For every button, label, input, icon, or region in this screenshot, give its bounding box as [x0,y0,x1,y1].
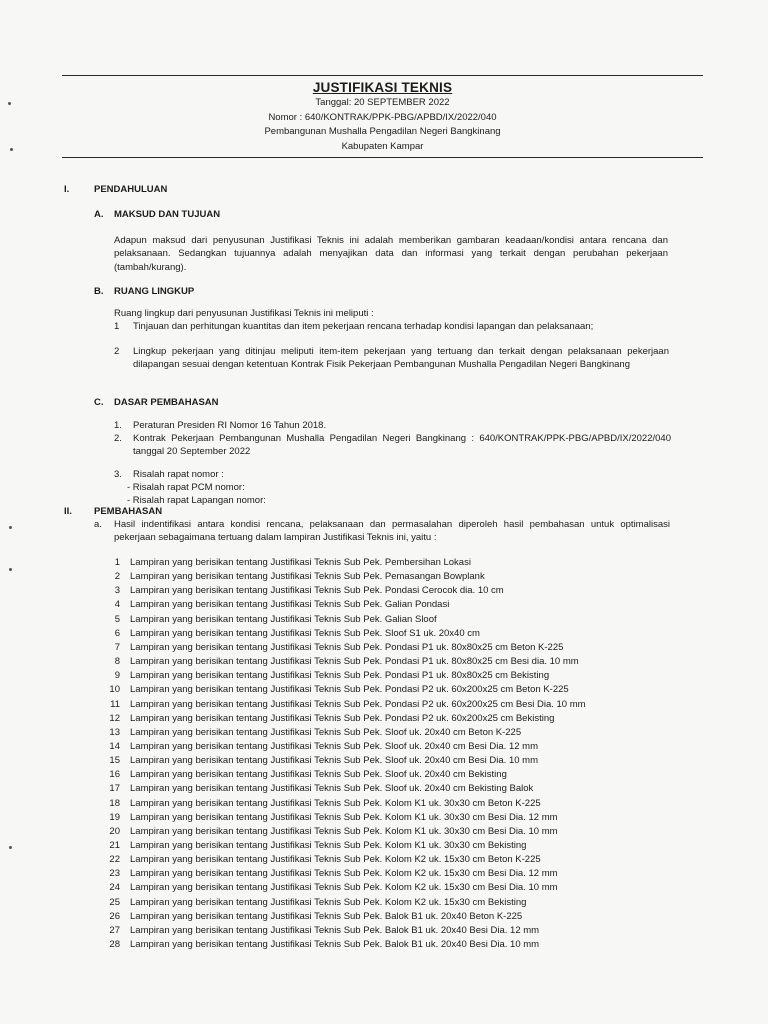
basis-item-number: 3. [114,469,122,480]
document-title: JUSTIFIKASI TEKNIS [312,80,453,95]
attachment-item-number: 11 [110,698,120,710]
attachment-item-text: Lampiran yang berisikan tentang Justifikasi Teknis Sub Pek. Balok B1 uk. 20x40 Besi Dia. 10 mm [130,939,540,951]
attachment-item-number: 7 [114,641,120,653]
attachment-item-number: 9 [114,670,120,682]
attachment-item-number: 28 [109,939,120,951]
attachment-item-text: Lampiran yang berisikan tentang Justifikasi Teknis Sub Pek. Sloof S1 uk. 20x40 cm [130,627,480,639]
attachment-item-text: Lampiran yang berisikan tentang Justifikasi Teknis Sub Pek. Pondasi P2 uk. 60x200x25 cm Besi Dia. 10 mm [130,698,586,710]
section-2-title: PEMBAHASAN [94,506,163,517]
attachment-item-number: 26 [109,910,120,922]
attachment-item-number: 19 [109,811,120,823]
header-top-rule [62,75,703,76]
attachment-item-number: 3 [114,585,120,597]
attachment-item-text: Lampiran yang berisikan tentang Justifikasi Teknis Sub Pek. Pemasangan Bowplank [130,571,485,583]
section-2-number: II. [64,506,72,517]
scan-speck [9,846,12,849]
project-name: Pembangunan Mushalla Pengadilan Negeri Bangkinang [264,126,501,137]
attachment-item-text: Lampiran yang berisikan tentang Justifikasi Teknis Sub Pek. Sloof uk. 20x40 cm Bekisting [130,769,507,781]
basis-item-number: 2. [114,433,122,444]
attachment-item-text: Lampiran yang berisikan tentang Justifikasi Teknis Sub Pek. Sloof uk. 20x40 cm Beton K-225 [130,726,522,738]
attachment-item-text: Lampiran yang berisikan tentang Justifikasi Teknis Sub Pek. Sloof uk. 20x40 cm Bekisting Balok [130,783,534,795]
attachment-item-number: 24 [109,882,120,894]
attachment-item-number: 23 [109,868,120,880]
scan-speck [9,568,12,571]
document-number: Nomor : 640/KONTRAK/PPK-PBG/APBD/IX/2022/040 [268,111,497,123]
attachment-item-text: Lampiran yang berisikan tentang Justifikasi Teknis Sub Pek. Kolom K2 uk. 15x30 cm Bekisting [130,896,527,908]
subsection-a-title: MAKSUD DAN TUJUAN [114,209,221,220]
subsection-a-letter: A. [94,209,104,220]
attachment-item-text: Lampiran yang berisikan tentang Justifikasi Teknis Sub Pek. Pondasi P2 uk. 60x200x25 cm Beton K-225 [130,684,569,696]
subsection-b-title: RUANG LINGKUP [114,286,195,297]
scan-speck [10,148,13,151]
section-2-a-letter: a. [94,519,102,530]
attachment-item-text: Lampiran yang berisikan tentang Justifikasi Teknis Sub Pek. Balok B1 uk. 20x40 Besi Dia. 12 mm [130,924,540,936]
minutes-pcm: - Risalah rapat PCM nomor: [127,482,245,493]
attachment-item-number: 4 [114,599,120,611]
attachment-item-text: Lampiran yang berisikan tentang Justifikasi Teknis Sub Pek. Pembersihan Lokasi [130,557,471,568]
subsection-a-paragraph: Adapun maksud dari penyusunan Justifikasi Teknis ini adalah memberikan gambaran keadaan/kondisi antara rencana dan pelaksanaan. Sedangkan tujuannya adalah menyajikan data dan informasi yang terkait dengan perubahan pekerjaan (tambah/kurang). [114,235,668,273]
attachment-item-number: 10 [109,684,120,696]
attachment-item-text: Lampiran yang berisikan tentang Justifikasi Teknis Sub Pek. Sloof uk. 20x40 cm Besi Dia. 12 mm [130,740,538,752]
subsection-b-intro: Ruang lingkup dari penyusunan Justifikasi Teknis ini meliputi : [114,308,374,319]
attachment-item-text: Lampiran yang berisikan tentang Justifikasi Teknis Sub Pek. Kolom K1 uk. 30x30 cm Besi Dia. 10 mm [130,825,558,837]
attachment-item-number: 18 [109,797,120,809]
attachment-item-number: 25 [109,896,120,908]
basis-item-text: Peraturan Presiden RI Nomor 16 Tahun 2018. [133,420,327,431]
attachment-item-text: Lampiran yang berisikan tentang Justifikasi Teknis Sub Pek. Balok B1 uk. 20x40 Beton K-225 [130,910,523,922]
attachment-item-text: Lampiran yang berisikan tentang Justifikasi Teknis Sub Pek. Kolom K2 uk. 15x30 cm Besi Dia. 12 mm [130,868,558,880]
document-header [62,80,703,154]
attachment-item-number: 15 [109,755,120,767]
subsection-c-letter: C. [94,397,104,408]
attachment-item-number: 27 [109,924,120,936]
attachment-item-number: 13 [109,726,120,738]
attachment-item-text: Lampiran yang berisikan tentang Justifikasi Teknis Sub Pek. Pondasi Cerocok dia. 10 cm [130,585,504,597]
project-location: Kabupaten Kampar [341,140,424,152]
attachment-item-number: 8 [114,656,120,668]
attachment-item-number: 2 [114,571,120,583]
scope-item-text: Tinjauan dan perhitungan kuantitas dan item pekerjaan rencana terhadap kondisi lapangan dan pelaksanaan; [133,321,594,332]
subsection-b-letter: B. [94,286,104,297]
attachment-item-number: 17 [109,783,120,795]
attachment-item-text: Lampiran yang berisikan tentang Justifikasi Teknis Sub Pek. Galian Pondasi [130,599,450,611]
attachment-item-number: 14 [109,740,120,752]
scope-item-number: 1 [114,321,120,332]
attachment-item-text: Lampiran yang berisikan tentang Justifikasi Teknis Sub Pek. Kolom K1 uk. 30x30 cm Beton K-225 [130,797,541,809]
attachment-item-text: Lampiran yang berisikan tentang Justifikasi Teknis Sub Pek. Kolom K1 uk. 30x30 cm Besi Dia. 12 mm [130,811,558,823]
attachment-item-text: Lampiran yang berisikan tentang Justifikasi Teknis Sub Pek. Pondasi P1 uk. 80x80x25 cm Besi dia. 10 mm [130,656,579,668]
attachment-item-number: 22 [109,854,120,866]
attachment-item-text: Lampiran yang berisikan tentang Justifikasi Teknis Sub Pek. Sloof uk. 20x40 cm Besi Dia. 10 mm [130,755,538,767]
section-2-a-paragraph: Hasil indentifikasi antara kondisi rencana, pelaksanaan dan permasalahan diperoleh hasil pembahasan untuk optimalisasi pekerjaan sebagaimana tertuang dalam lampiran Justifikasi Teknis ini, yaitu : [114,519,670,544]
section-1-number: I. [64,184,70,195]
scope-item-text: Lingkup pekerjaan yang ditinjau meliputi item-item pekerjaan yang tertuang dan terkait dengan pelaksanaan pekerjaan dilapangan sesuai dengan ketentuan Kontrak Fisik Pekerjaan Pembangunan Mushalla Pengadilan Negeri Bangkinang [133,346,669,371]
attachment-item-number: 20 [109,825,120,837]
scope-item-number: 2 [114,346,120,357]
scan-speck [9,526,12,529]
subsection-c-title: DASAR PEMBAHASAN [114,397,219,408]
attachment-item-number: 12 [109,712,120,724]
basis-item-text: Risalah rapat nomor : [133,469,224,480]
attachment-item-text: Lampiran yang berisikan tentang Justifikasi Teknis Sub Pek. Kolom K1 uk. 30x30 cm Bekisting [130,840,527,851]
header-bottom-rule [62,157,703,158]
attachment-item-text: Lampiran yang berisikan tentang Justifikasi Teknis Sub Pek. Pondasi P1 uk. 80x80x25 cm Beton K-225 [130,641,564,653]
attachment-item-number: 5 [114,613,120,625]
attachment-item-number: 6 [114,627,120,639]
attachment-item-number: 1 [114,557,120,568]
attachment-item-text: Lampiran yang berisikan tentang Justifikasi Teknis Sub Pek. Pondasi P1 uk. 80x80x25 cm Bekisting [130,670,550,682]
basis-item-text: Kontrak Pekerjaan Pembangunan Mushalla Pengadilan Negeri Bangkinang : 640/KONTRAK/PPK-PBG/APBD/IX/2022/040 tanggal 20 September 2022 [133,433,671,458]
attachment-item-text: Lampiran yang berisikan tentang Justifikasi Teknis Sub Pek. Kolom K2 uk. 15x30 cm Beton K-225 [130,854,541,866]
scan-speck [8,102,11,105]
attachment-item-number: 16 [109,769,120,781]
basis-item-number: 1. [114,420,122,431]
attachment-item-text: Lampiran yang berisikan tentang Justifikasi Teknis Sub Pek. Pondasi P2 uk. 60x200x25 cm Bekisting [130,712,555,724]
attachment-item-text: Lampiran yang berisikan tentang Justifikasi Teknis Sub Pek. Galian Sloof [130,613,437,625]
attachment-item-text: Lampiran yang berisikan tentang Justifikasi Teknis Sub Pek. Kolom K2 uk. 15x30 cm Besi Dia. 10 mm [130,882,558,894]
document-date: Tanggal: 20 SEPTEMBER 2022 [315,97,450,108]
attachment-item-number: 21 [109,840,120,851]
section-1-title: PENDAHULUAN [94,184,168,195]
minutes-field: - Risalah rapat Lapangan nomor: [127,495,266,506]
